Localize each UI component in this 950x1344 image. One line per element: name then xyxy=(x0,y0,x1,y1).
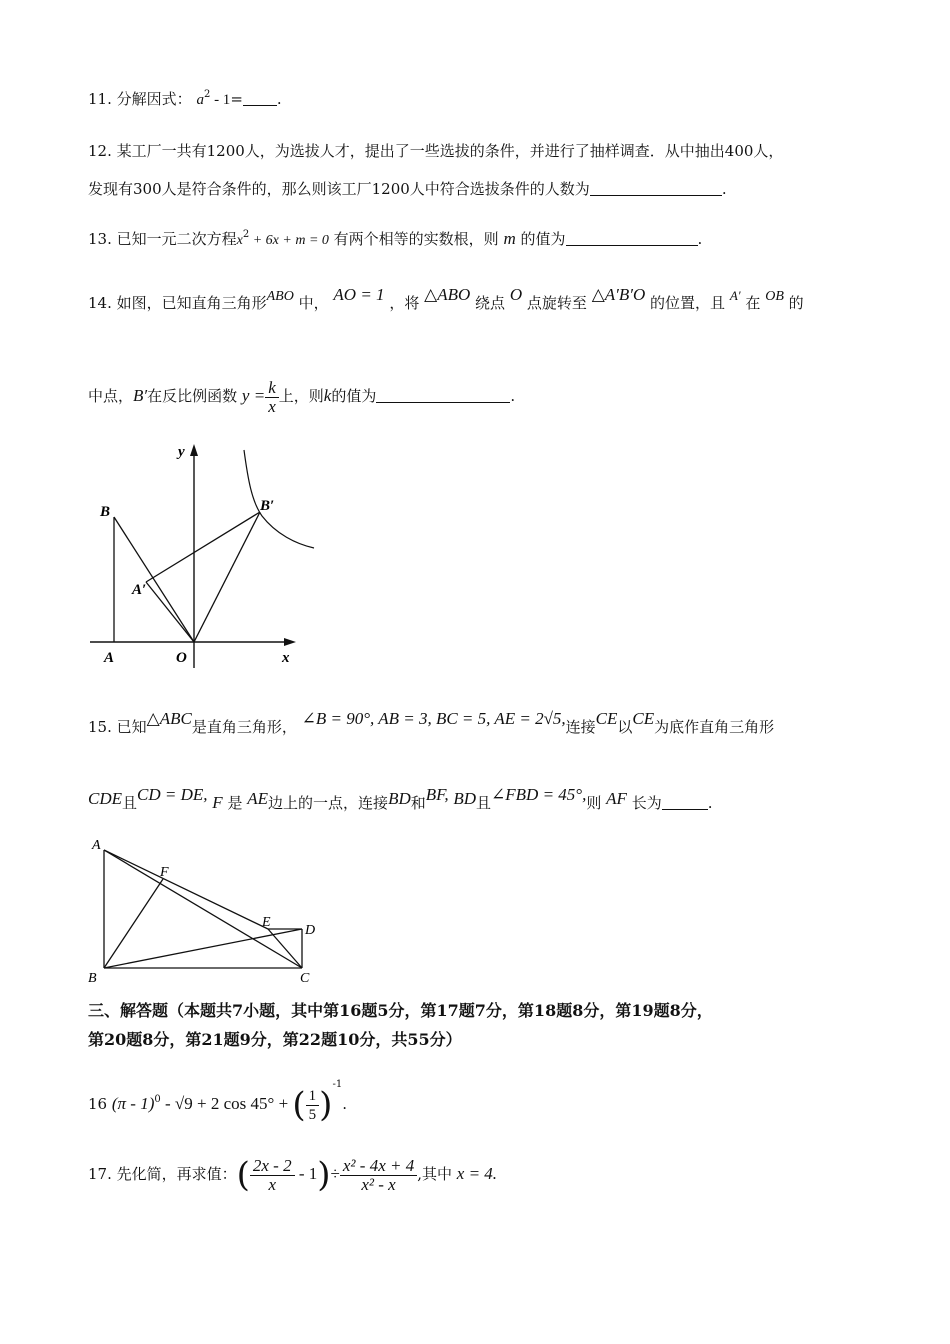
segment-OBprime xyxy=(194,512,260,642)
label-B: B xyxy=(100,504,111,520)
label-F: F xyxy=(160,865,169,880)
label-B: B xyxy=(88,971,97,986)
segment-BF xyxy=(104,879,163,968)
question-13: 13. 已知一元二次方程$x^2 + 6x + m = 0$ 有两个相等的实数根，则 m 的值为 . xyxy=(88,229,703,248)
label-O: O xyxy=(176,650,187,666)
segment-BD xyxy=(104,929,302,968)
hyperbola-curve xyxy=(244,450,314,548)
answer-blank[interactable] xyxy=(590,181,722,196)
figure-14-coordinate-diagram xyxy=(86,440,326,676)
answer-blank[interactable] xyxy=(566,231,698,246)
question-17: 17. 先化简，再求值：( $\frac{2x - 2}{x}$ - 1)÷ $\frac{\text{x² - 4x + 4}}{\text{x² - x}}$ ,其中 x = 4. xyxy=(88,1155,498,1195)
label-x: x xyxy=(282,650,290,666)
fraction-2x-2-over-x: $\frac{2x - 2}{x}$ xyxy=(250,1157,295,1194)
y-axis-arrow xyxy=(190,444,198,456)
x-axis-arrow xyxy=(284,638,296,646)
label-E: E xyxy=(262,915,271,930)
answer-blank[interactable] xyxy=(243,91,277,106)
segment-OAprime xyxy=(146,582,194,642)
label-y: y xyxy=(178,444,185,460)
question-16: 16 (π - 1)$^0$ - √9 + 2 cos 45° + ( $\frac{1}{5}$ )$^{-1}$. xyxy=(88,1079,347,1125)
label-D: D xyxy=(305,923,316,938)
segment-AC xyxy=(104,850,302,968)
label-C: C xyxy=(300,971,310,986)
segment-AE xyxy=(104,850,268,929)
segment-BO xyxy=(114,517,194,642)
question-15-line2: CDE且CD = DE, F 是 AE边上的一点，连接BD和BF, BD且∠FBD = 45°,则 AF 长为 . xyxy=(88,785,713,812)
label-B-prime: B′ xyxy=(260,498,275,514)
section-3-heading: 三、解答题（本题共7小题，其中第16题5分，第17题7分，第18题8分，第19题8分， 第20题8分，第21题9分，第22题10分，共55分） xyxy=(88,1001,713,1049)
question-15: 15. 已知△ABC是直角三角形， ∠B = 90°, AB = 3, BC = 5, AE = 2√5,连接CE以CE为底作直角三角形 xyxy=(88,709,775,736)
label-A-prime: A′ xyxy=(132,582,147,598)
question-12-line2: 发现有300人是符合条件的，那么则该工厂1200人中符合选拔条件的人数为 . xyxy=(88,180,727,198)
question-12: 12. 某工厂一共有1200人，为选拔人才，提出了一些选拔的条件，并进行了抽样调查．从中抽出400人， xyxy=(88,142,784,160)
label-A: A xyxy=(92,838,101,853)
question-11: 11. 分解因式： $a^2 - 1=$ . xyxy=(88,89,282,108)
fraction-quadratic: $\frac{\text{x² - 4x + 4}}{\text{x² - x}}$ xyxy=(340,1157,417,1194)
fraction-one-fifth: $\frac{1}{5}$ xyxy=(306,1087,320,1124)
label-A: A xyxy=(104,650,115,666)
answer-blank[interactable] xyxy=(376,388,510,403)
figure-15-triangle-diagram xyxy=(86,832,326,988)
answer-blank[interactable] xyxy=(662,795,708,810)
fraction-k-over-x: $\frac{k}{x}$ xyxy=(265,379,279,416)
question-14: 14. 如图，已知直角三角形ABO 中， AO = 1 ，将 △ABO 绕点 O 点旋转至 △A′B′O 的位置，且 A′ 在 OB 的 xyxy=(88,285,804,312)
question-14-line2: 中点，B′在反比例函数 y = $\frac{k}{x}$ 上，则k的值为 . xyxy=(88,377,516,416)
